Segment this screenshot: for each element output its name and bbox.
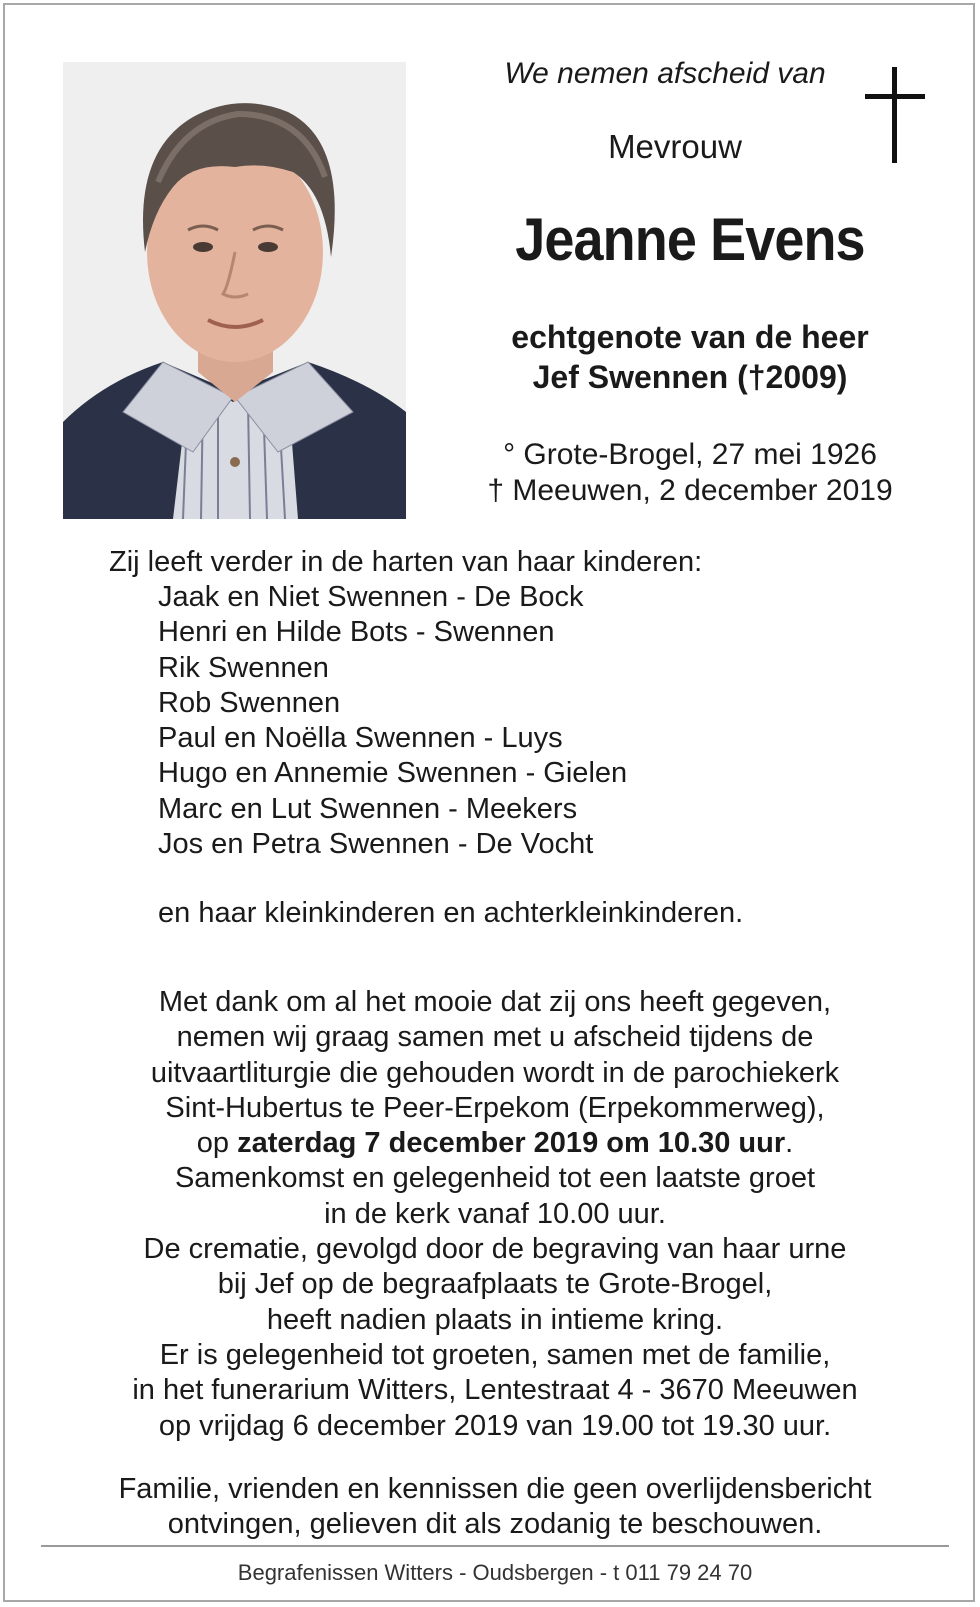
- life-dates: [435, 437, 945, 509]
- closing-line: Familie, vrienden en kennissen die geen overlijdensbericht: [118, 1473, 872, 1505]
- ceremony-date: zaterdag 7 december 2019 om 10.30 uur: [237, 1127, 786, 1160]
- footer-divider: [41, 1545, 949, 1547]
- ceremony-line: heeft nadien plaats in intieme kring.: [266, 1303, 724, 1336]
- portrait-photo: [63, 62, 406, 519]
- ceremony-line: uitvaartliturgie die gehouden wordt in de parochiekerk: [150, 1056, 840, 1089]
- ceremony-line: in het funerarium Witters, Lentestraat 4 - 3670 Meeuwen: [132, 1374, 858, 1407]
- closing-line: ontvingen, gelieven dit als zodanig te beschouwen.: [167, 1508, 823, 1541]
- ceremony-line: Met dank om al het mooie dat zij ons heeft gegeven,: [158, 986, 832, 1018]
- list-item: Rob Swennen: [158, 686, 341, 719]
- ceremony-line: Er is gelegenheid tot groeten, samen met de familie,: [159, 1338, 831, 1371]
- list-item: Paul en Noëlla Swennen - Luys: [158, 722, 563, 755]
- ceremony-line: Samenkomst en gelegenheid tot een laatste groet: [174, 1162, 816, 1195]
- ceremony-line: op vrijdag 6 december 2019 van 19.00 tot 19.30 uur.: [158, 1409, 832, 1442]
- birth-date: ° Grote-Brogel, 27 mei 1926: [503, 438, 877, 471]
- list-item: Rik Swennen: [158, 651, 329, 684]
- list-item: Marc en Lut Swennen - Meekers: [158, 792, 578, 825]
- list-item: Jos en Petra Swennen - De Vocht: [158, 828, 594, 861]
- list-item: Hugo en Annemie Swennen - Gielen: [158, 757, 628, 790]
- ceremony-line: nemen wij graag samen met u afscheid tijdens de: [176, 1021, 814, 1054]
- ceremony-line: in de kerk vanaf 10.00 uur.: [324, 1197, 666, 1230]
- spouse-line-2: Jef Swennen (†2009): [532, 359, 848, 395]
- death-date: † Meeuwen, 2 december 2019: [487, 474, 893, 507]
- salutation: Mevrouw: [608, 128, 742, 165]
- children-intro: Zij leeft verder in de harten van haar kinderen:: [109, 546, 703, 578]
- ceremony-line: Sint-Hubertus te Peer-Erpekom (Erpekommerweg),: [165, 1091, 825, 1124]
- list-item: Henri en Hilde Bots - Swennen: [158, 616, 555, 649]
- portrait-illustration: [63, 62, 406, 519]
- ceremony-line: De crematie, gevolgd door de begraving van haar urne: [143, 1233, 847, 1266]
- children-list: [158, 580, 627, 862]
- ceremony-date-line: [45, 1126, 945, 1161]
- funeral-home-footer: Begrafenissen Witters - Oudsbergen - t 011 79 24 70: [237, 1560, 753, 1585]
- spouse-info: [435, 317, 945, 397]
- grandchildren-text: en haar kleinkinderen en achterkleinkinderen.: [158, 897, 744, 929]
- intro-text: We nemen afscheid van: [504, 57, 826, 90]
- ceremony-date-prefix: op: [196, 1127, 238, 1160]
- list-item: Jaak en Niet Swennen - De Bock: [158, 581, 584, 613]
- closing-note: [45, 1472, 945, 1543]
- ceremony-line: bij Jef op de begraafplaats te Grote-Brogel,: [217, 1268, 773, 1301]
- ceremony-details: [45, 985, 945, 1444]
- obituary-card: [3, 3, 975, 1602]
- deceased-name: Jeanne Evens: [515, 206, 865, 273]
- spouse-line-1: echtgenote van de heer: [511, 319, 869, 355]
- ceremony-date-suffix: .: [785, 1127, 794, 1160]
